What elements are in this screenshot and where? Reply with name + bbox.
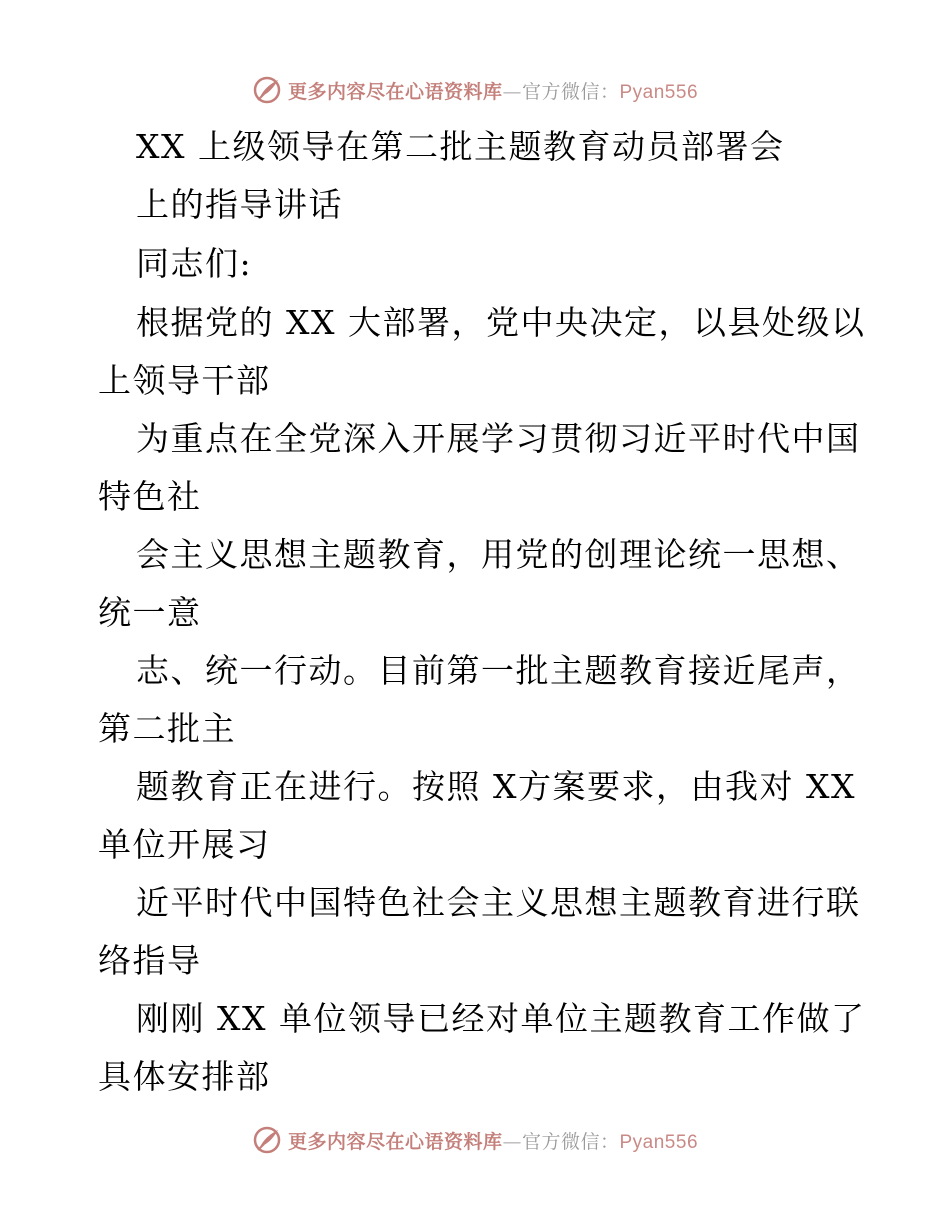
footer-watermark [0,1120,950,1160]
watermark-dash: — [502,80,522,103]
paragraph-line: 络指导 [98,941,202,980]
watermark-wechat-label: 官方微信： [521,1130,620,1153]
paragraph-line: 特色社 [98,477,202,516]
paragraph-line: 第二批主 [98,709,236,748]
watermark-wechat-id: Pyan556 [619,1131,699,1153]
paragraph-line: 题教育正在进行。按照 X方案要求，由我对 XX [136,767,856,806]
paragraph-line: 会主义思想主题教育，用党的创理论统一思想、 [136,535,861,574]
watermark-library-text: 更多内容尽在心语资料库 [287,1130,503,1153]
paragraph-line: 具体安排部 [98,1057,271,1096]
watermark-library-text: 更多内容尽在心语资料库 [287,80,503,103]
watermark-text [288,77,698,104]
salutation: 同志们: [136,244,253,283]
quill-logo-icon [252,75,282,105]
watermark-wechat-label: 官方微信： [521,80,620,103]
document-title-line-1: XX 上级领导在第二批主题教育动员部署会 [136,127,785,166]
watermark-text [288,1127,698,1154]
paragraph-line: 为重点在全党深入开展学习贯彻习近平时代中国 [136,419,861,458]
paragraph-line: 单位开展习 [98,825,271,864]
header-watermark [0,70,950,110]
quill-logo-icon [252,1125,282,1155]
document-title-line-2: 上的指导讲话 [136,185,343,224]
paragraph-line: 志、统一行动。目前第一批主题教育接近尾声， [136,651,861,690]
paragraph-line: 统一意 [98,593,202,632]
watermark-wechat-id: Pyan556 [619,81,699,103]
paragraph-line: 近平时代中国特色社会主义思想主题教育进行联 [136,883,861,922]
watermark-dash: — [502,1130,522,1153]
paragraph-line: 刚刚 XX 单位领导已经对单位主题教育工作做了 [136,999,866,1038]
paragraph-line: 根据党的 XX 大部署，党中央决定，以县处级以 [136,303,866,342]
paragraph-line: 上领导干部 [98,361,271,400]
